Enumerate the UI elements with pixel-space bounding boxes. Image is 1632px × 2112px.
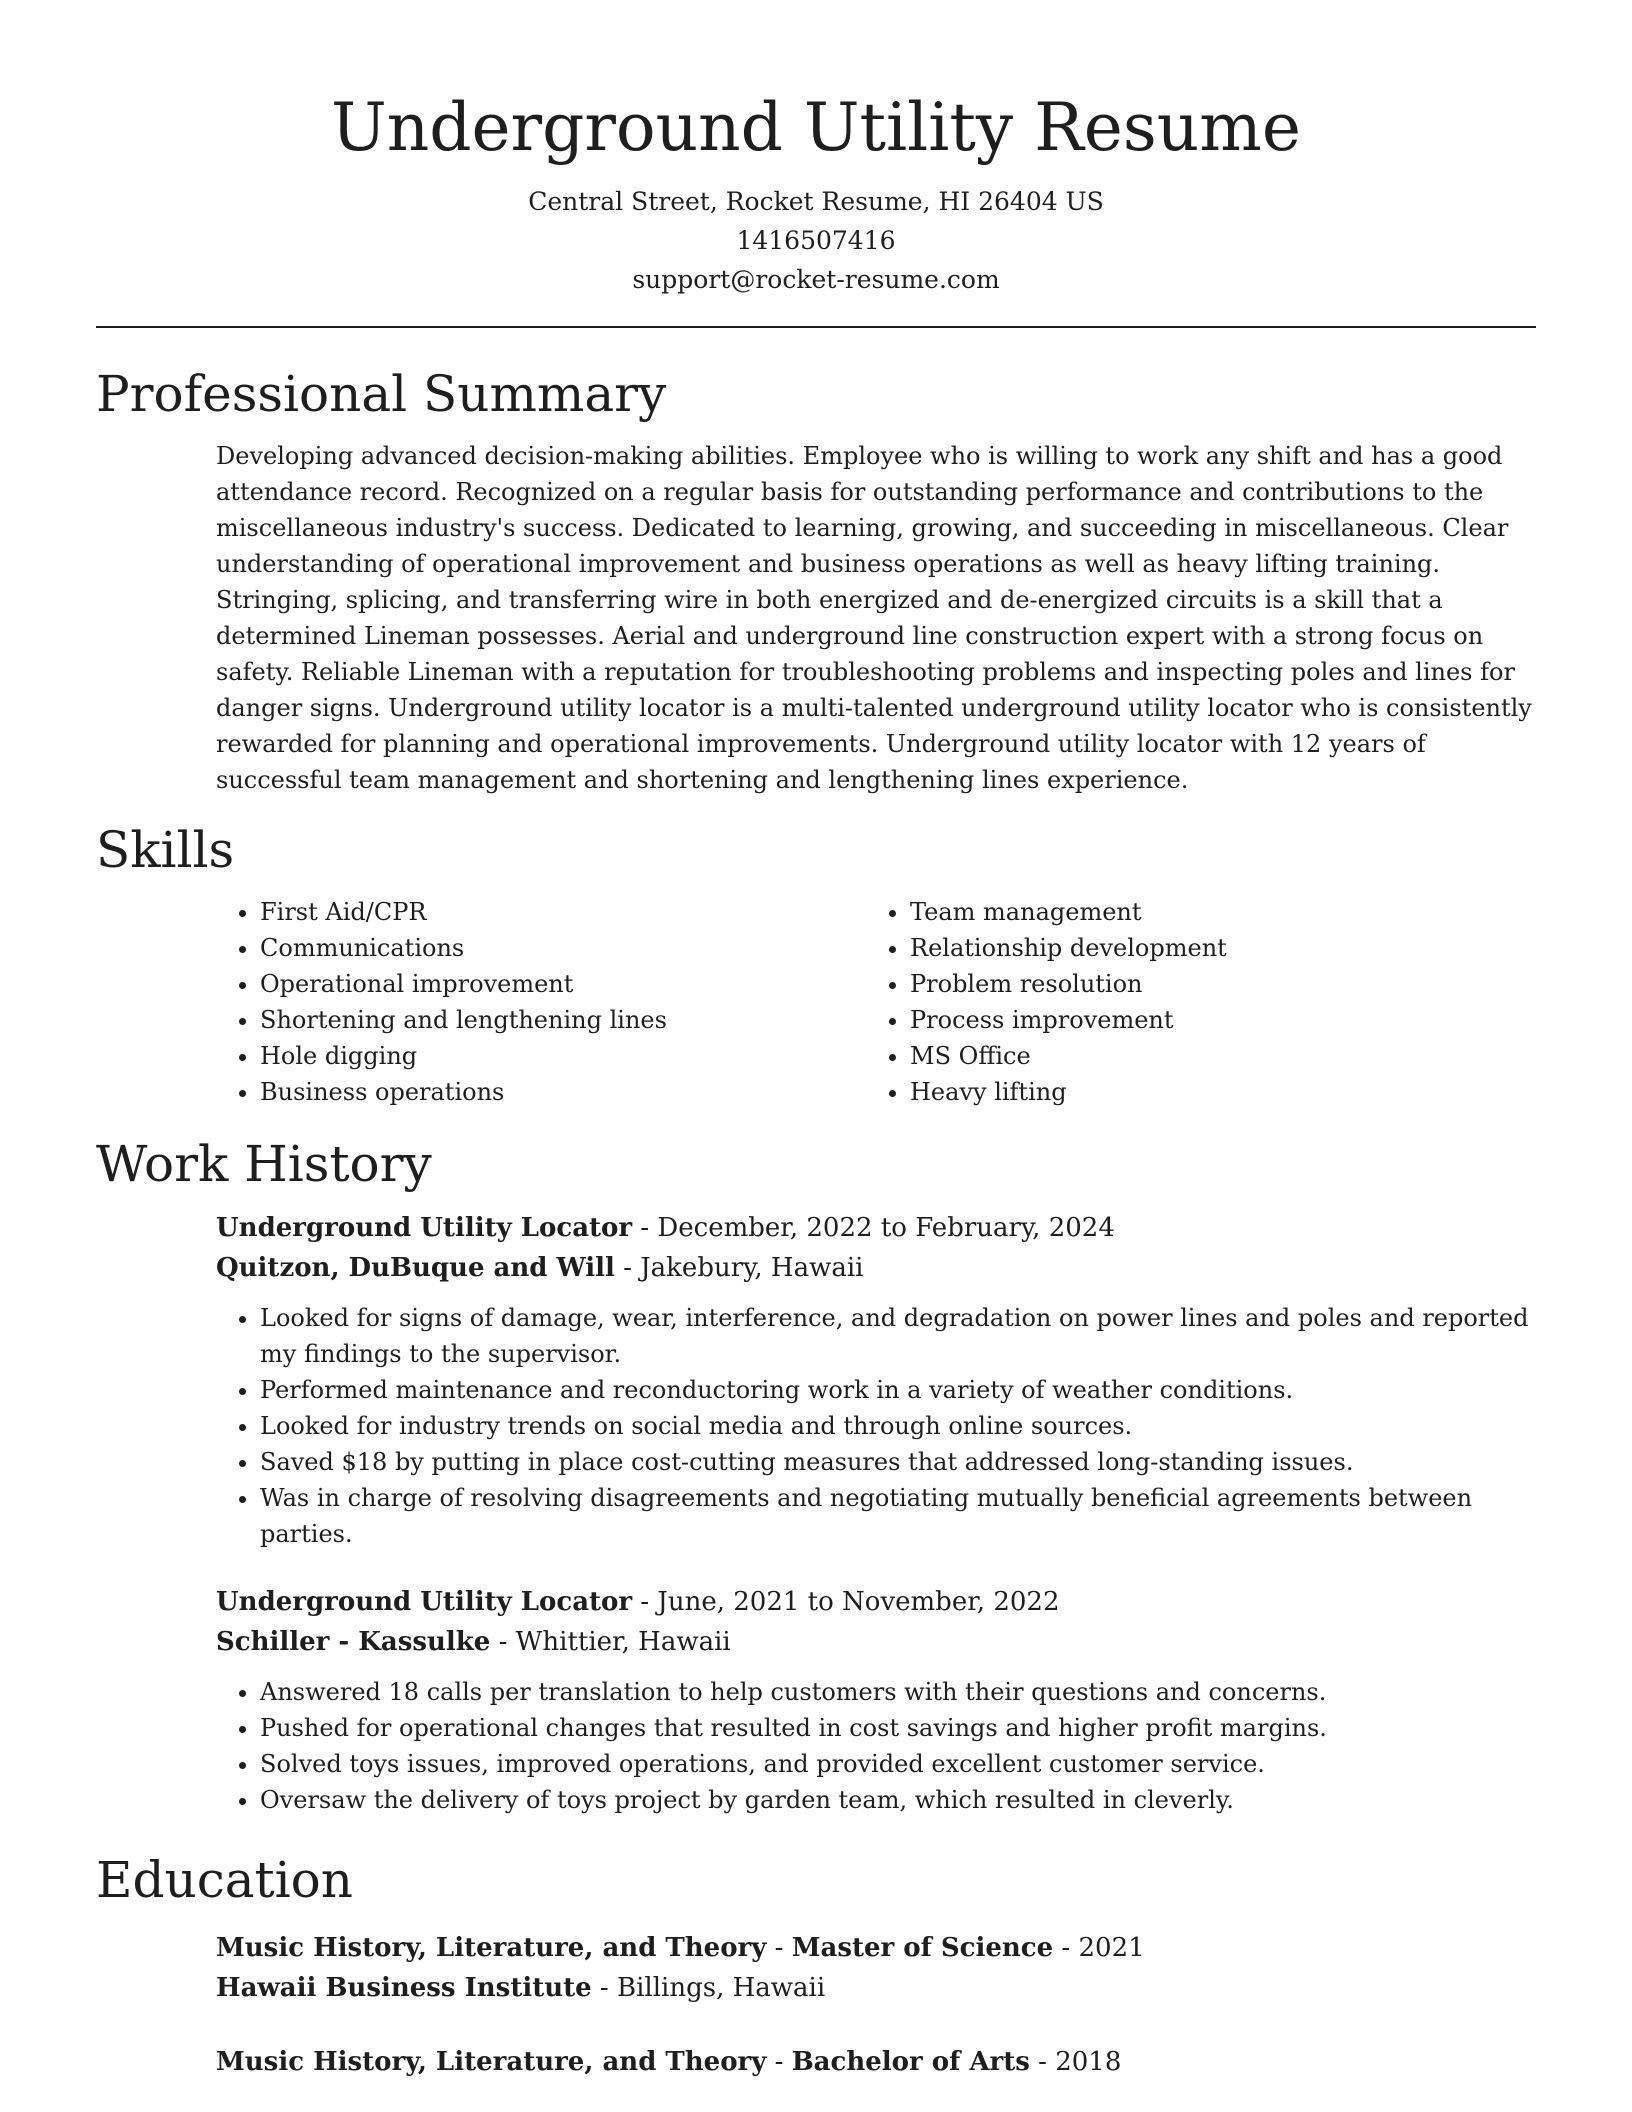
resume-page: [96, 0, 1536, 2082]
resume-title: Underground Utility Resume: [331, 89, 1301, 166]
skill-item: • Problem resolution: [910, 966, 1516, 1002]
job-location: Jakebury, Hawaii: [640, 1253, 864, 1283]
education-field: Music History, Literature, and Theory: [216, 2047, 767, 2077]
contact-phone: 1416507416: [736, 226, 896, 255]
education-entry: [216, 2042, 1536, 2082]
job-bullets: [216, 1300, 1536, 1552]
section-heading-summary: Professional Summary: [96, 365, 667, 423]
job-bullet: • Looked for signs of damage, wear, interference, and degradation on power lines and poles and reported my findings to the supervisor.: [260, 1300, 1536, 1372]
contact-email: support@rocket-resume.com: [632, 265, 1000, 294]
skill-item: • First Aid/CPR: [260, 894, 866, 930]
education-entry: [216, 1928, 1536, 2008]
skill-item: • Hole digging: [260, 1038, 866, 1074]
job-dates: June, 2021 to November, 2022: [657, 1587, 1060, 1617]
education-degree-line: Music History, Literature, and Theory - Bachelor of Arts - 2018: [216, 2047, 1122, 2077]
education-year: 2021: [1078, 1933, 1145, 1963]
resume-header: [96, 0, 1536, 299]
contact-address: Central Street, Rocket Resume, HI 26404 US: [528, 187, 1104, 216]
summary-section: [216, 438, 1536, 798]
skills-column-left: [216, 894, 866, 1110]
job-bullet: • Saved $18 by putting in place cost-cutting measures that addressed long-standing issues.: [260, 1444, 1536, 1480]
contact-block: [96, 182, 1536, 299]
summary-text: Developing advanced decision-making abilities. Employee who is willing to work any shift and has a good attendance record. Recognized on a regular basis for outstanding performance and contributions to the miscellaneous industry's success. Dedicated to learning, growing, and succeeding in miscellaneous. Clear understanding of operational improvement and business operations as well as heavy lifting training. Stringing, splicing, and transferring wire in both energized and de-energized circuits is a skill that a determined Lineman possesses. Aerial and underground line construction expert with a strong focus on safety. Reliable Lineman with a reputation for troubleshooting problems and inspecting poles and lines for danger signs. Underground utility locator is a multi-talented underground utility locator who is consistently rewarded for planning and operational improvements. Underground utility locator with 12 years of successful team management and shortening and lengthening lines experience.: [216, 442, 1532, 794]
job-entry: [216, 1208, 1536, 1552]
skill-item: • Process improvement: [910, 1002, 1516, 1038]
skill-item: • MS Office: [910, 1038, 1516, 1074]
job-company: Quitzon, DuBuque and Will: [216, 1253, 615, 1283]
job-bullet: • Performed maintenance and reconductoring work in a variety of weather conditions.: [260, 1372, 1536, 1408]
skill-item: • Business operations: [260, 1074, 866, 1110]
education-field: Music History, Literature, and Theory: [216, 1933, 767, 1963]
job-title: Underground Utility Locator: [216, 1587, 633, 1617]
skill-item: • Relationship development: [910, 930, 1516, 966]
skills-section: [216, 894, 1536, 1110]
work-history-section: [216, 1208, 1536, 1818]
education-location: Billings, Hawaii: [617, 1973, 826, 2003]
skills-grid: [216, 894, 1536, 1110]
job-bullet: • Answered 18 calls per translation to help customers with their questions and concerns.: [260, 1674, 1536, 1710]
skill-item: • Communications: [260, 930, 866, 966]
job-dates: December, 2022 to February, 2024: [657, 1213, 1115, 1243]
section-heading-skills: Skills: [96, 821, 235, 879]
skill-item: • Shortening and lengthening lines: [260, 1002, 866, 1038]
job-title-line: Underground Utility Locator - December, 2022 to February, 2024: [216, 1213, 1115, 1243]
section-heading-education: Education: [96, 1851, 353, 1909]
skills-column-right: [866, 894, 1516, 1110]
job-bullet: • Was in charge of resolving disagreements and negotiating mutually beneficial agreements between parties.: [260, 1480, 1536, 1552]
skill-item: • Operational improvement: [260, 966, 866, 1002]
job-location: Whittier, Hawaii: [515, 1627, 731, 1657]
header-divider: [96, 326, 1536, 328]
job-company: Schiller - Kassulke: [216, 1627, 491, 1657]
job-title: Underground Utility Locator: [216, 1213, 633, 1243]
job-company-line: Quitzon, DuBuque and Will - Jakebury, Hawaii: [216, 1253, 864, 1283]
job-bullets: [216, 1674, 1536, 1818]
job-entry: [216, 1582, 1536, 1818]
job-bullet: • Looked for industry trends on social media and through online sources.: [260, 1408, 1536, 1444]
skill-item: • Heavy lifting: [910, 1074, 1516, 1110]
section-heading-work-history: Work History: [96, 1135, 432, 1193]
education-degree: Master of Science: [791, 1933, 1054, 1963]
job-bullet: • Pushed for operational changes that resulted in cost savings and higher profit margins.: [260, 1710, 1536, 1746]
skill-item: • Team management: [910, 894, 1516, 930]
job-bullet: • Oversaw the delivery of toys project by garden team, which resulted in cleverly.: [260, 1782, 1536, 1818]
job-title-line: Underground Utility Locator - June, 2021 to November, 2022: [216, 1587, 1060, 1617]
education-degree-line: Music History, Literature, and Theory - Master of Science - 2021: [216, 1933, 1145, 1963]
education-year: 2018: [1055, 2047, 1122, 2077]
education-degree: Bachelor of Arts: [791, 2047, 1030, 2077]
education-section: [216, 1928, 1536, 2082]
education-school: Hawaii Business Institute: [216, 1973, 592, 2003]
job-company-line: Schiller - Kassulke - Whittier, Hawaii: [216, 1627, 731, 1657]
job-bullet: • Solved toys issues, improved operations, and provided excellent customer service.: [260, 1746, 1536, 1782]
education-school-line: Hawaii Business Institute - Billings, Hawaii: [216, 1973, 826, 2003]
